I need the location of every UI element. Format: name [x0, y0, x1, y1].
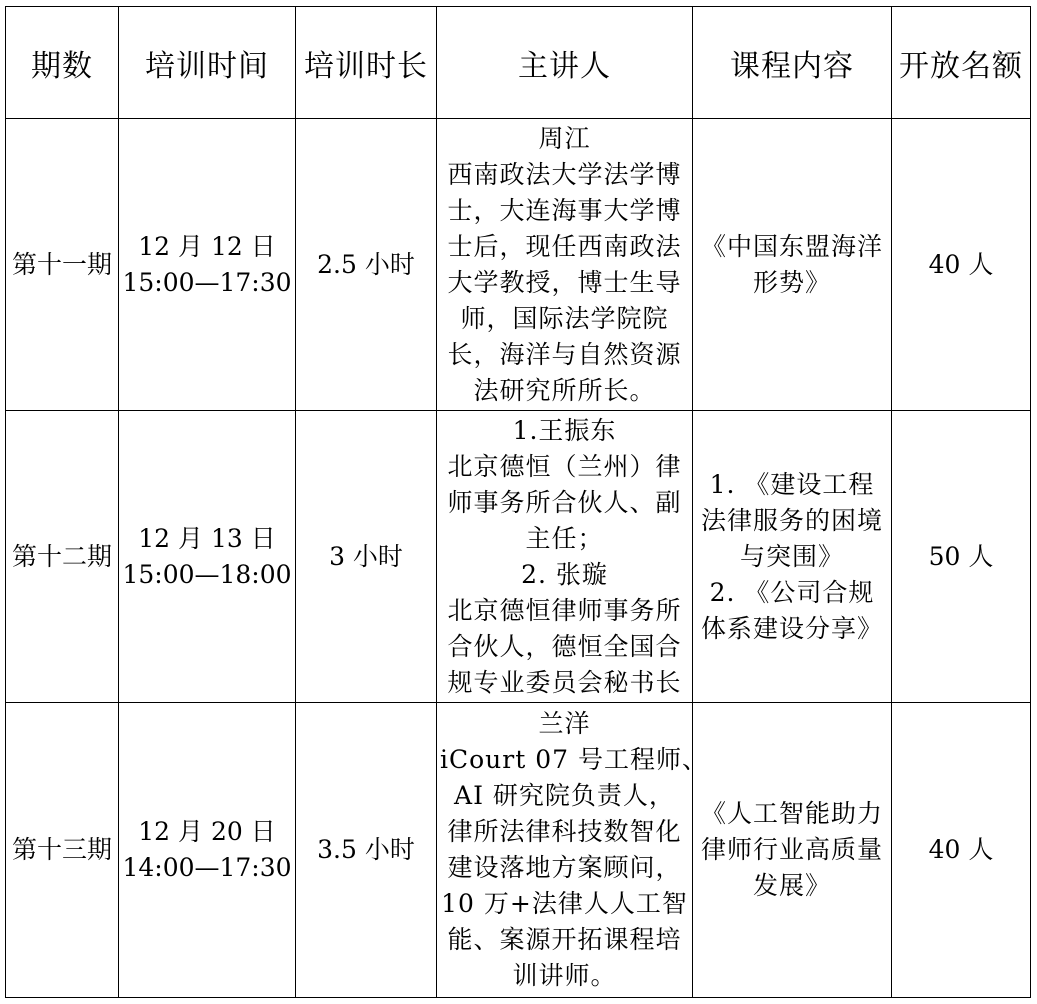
course-cell — [693, 119, 892, 411]
header-course-content: 课程内容 — [693, 7, 892, 119]
speaker-cell — [437, 703, 708, 998]
course-line: 体系建设分享》 — [700, 613, 883, 643]
table-row — [6, 411, 1031, 703]
speaker-line: 大学教授，博士生导 — [447, 267, 682, 297]
speaker-line: 能、案源开拓课程培 — [447, 925, 682, 954]
speaker-line: 北京德恒律师事务所 — [447, 595, 682, 625]
time-text: 15:00—17:30 — [122, 267, 292, 297]
speaker-line: AI 研究院负责人， — [454, 781, 675, 810]
training-time-cell — [119, 411, 296, 703]
training-time-cell — [119, 119, 296, 411]
date-text: 12 月 20 日 — [138, 817, 276, 846]
header-period: 期数 — [6, 7, 119, 119]
speaker-line: 师事务所合伙人、副 — [447, 487, 682, 517]
course-line: 2. 《公司合规 — [709, 577, 875, 607]
course-line: 发展》 — [752, 871, 831, 900]
speaker-line: 主任； — [525, 523, 604, 553]
time-text: 15:00—18:00 — [122, 559, 292, 589]
training-schedule-table — [5, 6, 1031, 998]
speaker-line: 北京德恒（兰州）律 — [447, 451, 682, 481]
course-line: 法律服务的困境 — [700, 505, 883, 535]
duration-cell: 3.5 小时 — [296, 703, 437, 998]
header-training-time: 培训时间 — [119, 7, 296, 119]
speaker-line: 训讲师。 — [512, 961, 617, 990]
course-line: 《中国东盟海洋 — [700, 231, 883, 261]
speaker-line: 师，国际法学院院 — [460, 303, 669, 333]
course-line: 形势》 — [752, 267, 831, 297]
table-row — [6, 703, 1031, 998]
duration-cell: 3 小时 — [296, 411, 437, 703]
quota-cell: 40 人 — [892, 119, 1031, 411]
period-cell: 第十三期 — [6, 703, 119, 998]
speaker-line: 1.王振东 — [512, 415, 617, 445]
speaker-line: 10 万+法律人人工智 — [441, 889, 688, 918]
speaker-line: 士，大连海事大学博 — [447, 195, 682, 225]
speaker-line: 建设落地方案顾问， — [447, 853, 682, 882]
speaker-line: 长，海洋与自然资源 — [447, 339, 682, 369]
course-cell — [693, 411, 892, 703]
speaker-cell — [437, 411, 693, 703]
speaker-line: 西南政法大学法学博 — [447, 159, 682, 189]
table-row — [6, 119, 1031, 411]
course-line: 律师行业高质量 — [700, 835, 883, 864]
course-cell — [693, 703, 892, 998]
header-row — [6, 7, 1031, 119]
period-cell: 第十二期 — [6, 411, 119, 703]
speaker-line: 兰洋 — [538, 709, 591, 738]
duration-cell: 2.5 小时 — [296, 119, 437, 411]
header-duration: 培训时长 — [296, 7, 437, 119]
course-line: 1. 《建设工程 — [709, 469, 875, 499]
speaker-line: 律所法律科技数智化 — [447, 817, 682, 846]
course-line: 《人工智能助力 — [700, 799, 883, 828]
quota-cell: 50 人 — [892, 411, 1031, 703]
speaker-line: 周江 — [538, 123, 591, 153]
speaker-cell — [437, 119, 693, 411]
quota-cell: 40 人 — [892, 703, 1031, 998]
date-text: 12 月 13 日 — [138, 523, 276, 553]
speaker-line: iCourt 07 号工程师、 — [440, 745, 708, 774]
training-time-cell — [119, 703, 296, 998]
date-text: 12 月 12 日 — [138, 231, 276, 261]
speaker-line: 合伙人，德恒全国合 — [447, 631, 682, 661]
header-quota: 开放名额 — [892, 7, 1031, 119]
speaker-line: 规专业委员会秘书长 — [447, 667, 682, 697]
speaker-line: 2. 张璇 — [521, 559, 608, 589]
header-speaker: 主讲人 — [437, 7, 693, 119]
period-cell: 第十一期 — [6, 119, 119, 411]
course-line: 与突围》 — [739, 541, 844, 571]
time-text: 14:00—17:30 — [122, 853, 292, 882]
speaker-line: 士后，现任西南政法 — [447, 231, 682, 261]
speaker-line: 法研究所所长。 — [473, 375, 656, 405]
